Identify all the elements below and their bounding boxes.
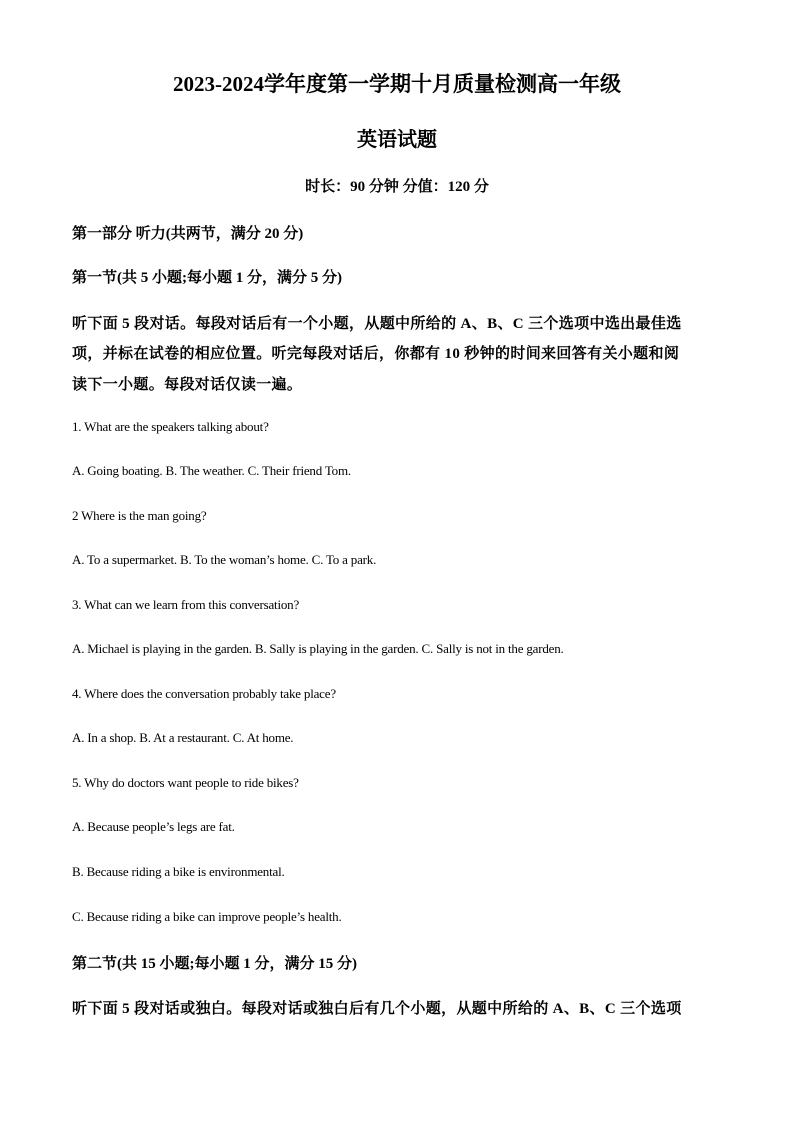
question-1-options: A. Going boating. B. The weather. C. Their friend Tom. (72, 463, 351, 478)
question-5-option-b: B. Because riding a bike is environmental. (72, 864, 285, 879)
section1-instruction-line: 听下面 5 段对话。每段对话后有一个小题，从题中所给的 A、B、C 三个选项中选出最佳选 (72, 316, 682, 332)
question-5-option-c: C. Because riding a bike can improve people’s health. (72, 909, 342, 924)
question-1-stem: 1. What are the speakers talking about? (72, 419, 269, 434)
question-4-options: A. In a shop. B. At a restaurant. C. At home. (72, 730, 294, 745)
section1-heading: 第一节(共 5 小题;每小题 1 分，满分 5 分) (72, 270, 342, 286)
section1-instruction-line: 读下一小题。每段对话仅读一遍。 (72, 377, 303, 393)
question-4-stem: 4. Where does the conversation probably take place? (72, 686, 336, 701)
question-3-stem: 3. What can we learn from this conversation? (72, 597, 300, 612)
question-5-option-a: A. Because people’s legs are fat. (72, 819, 235, 834)
part1-heading: 第一部分 听力(共两节，满分 20 分) (72, 226, 304, 242)
question-2-options: A. To a supermarket. B. To the woman’s home. C. To a park. (72, 552, 377, 567)
section1-instruction-line: 项，并标在试卷的相应位置。听完每段对话后，你都有 10 秒钟的时间来回答有关小题和阅 (72, 346, 680, 362)
question-5-stem: 5. Why do doctors want people to ride bikes? (72, 775, 299, 790)
section2-instruction-line: 听下面 5 段对话或独白。每段对话或独白后有几个小题，从题中所给的 A、B、C 三个选项 (72, 1001, 682, 1017)
section2-heading: 第二节(共 15 小题;每小题 1 分，满分 15 分) (72, 956, 357, 972)
question-2-stem: 2 Where is the man going? (72, 508, 207, 523)
exam-meta: 时长：90 分钟 分值：120 分 (305, 179, 489, 195)
exam-title: 2023-2024学年度第一学期十月质量检测高一年级 (173, 72, 621, 96)
exam-subject: 英语试题 (357, 129, 437, 151)
question-3-options: A. Michael is playing in the garden. B. Sally is playing in the garden. C. Sally is not in the garden. (72, 641, 564, 656)
